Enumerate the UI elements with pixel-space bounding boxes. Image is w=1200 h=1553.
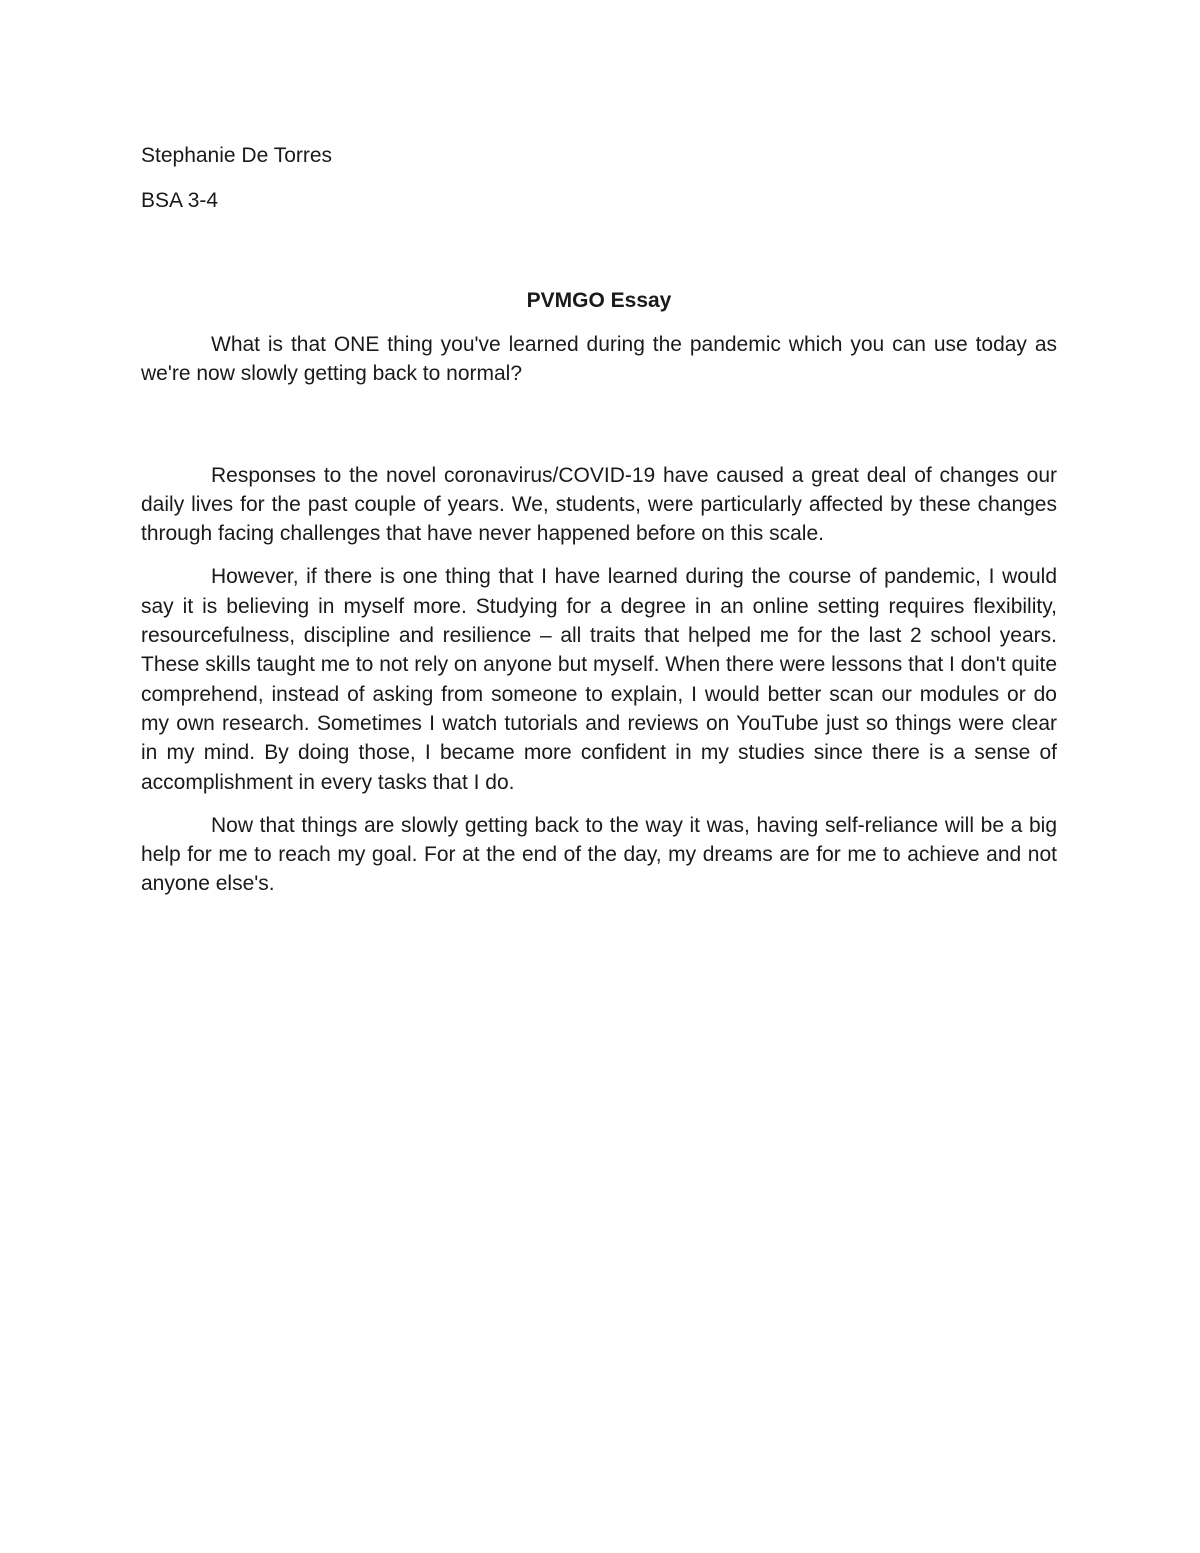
- essay-title: PVMGO Essay: [526, 289, 672, 312]
- essay-paragraph-1: Responses to the novel coronavirus/COVID-19 have caused a great deal of changes our daily lives for the past couple of years. We, students, were particularly affected by these changes through facing challenges that have never happened before on this scale.: [141, 463, 1057, 546]
- essay-question: What is that ONE thing you've learned during the pandemic which you can use today as we're now slowly getting back to normal?: [141, 333, 1057, 386]
- essay-paragraph-3: Now that things are slowly getting back to the way it was, having self-reliance will be a big help for me to reach my goal. For at the end of the day, my dreams are for me to achieve and not anyone else's.: [141, 813, 1057, 896]
- class-section: BSA 3-4: [141, 189, 219, 212]
- essay-paragraph-2: However, if there is one thing that I have learned during the course of pandemic, I would say it is believing in myself more. Studying for a degree in an online setting requires flexibility, resourcefulness, discipline and resilience – all traits that helped me for the last 2 school years. These skills taught me to not rely on anyone but myself. When there were lessons that I don't quite comprehend, instead of asking from someone to explain, I would better scan our modules or do my own research. Sometimes I watch tutorials and reviews on YouTube just so things were clear in my mind. By doing those, I became more confident in my studies since there is a sense of accomplishment in every tasks that I do.: [141, 565, 1057, 794]
- author-name: Stephanie De Torres: [141, 144, 333, 167]
- document-body: [141, 141, 1057, 899]
